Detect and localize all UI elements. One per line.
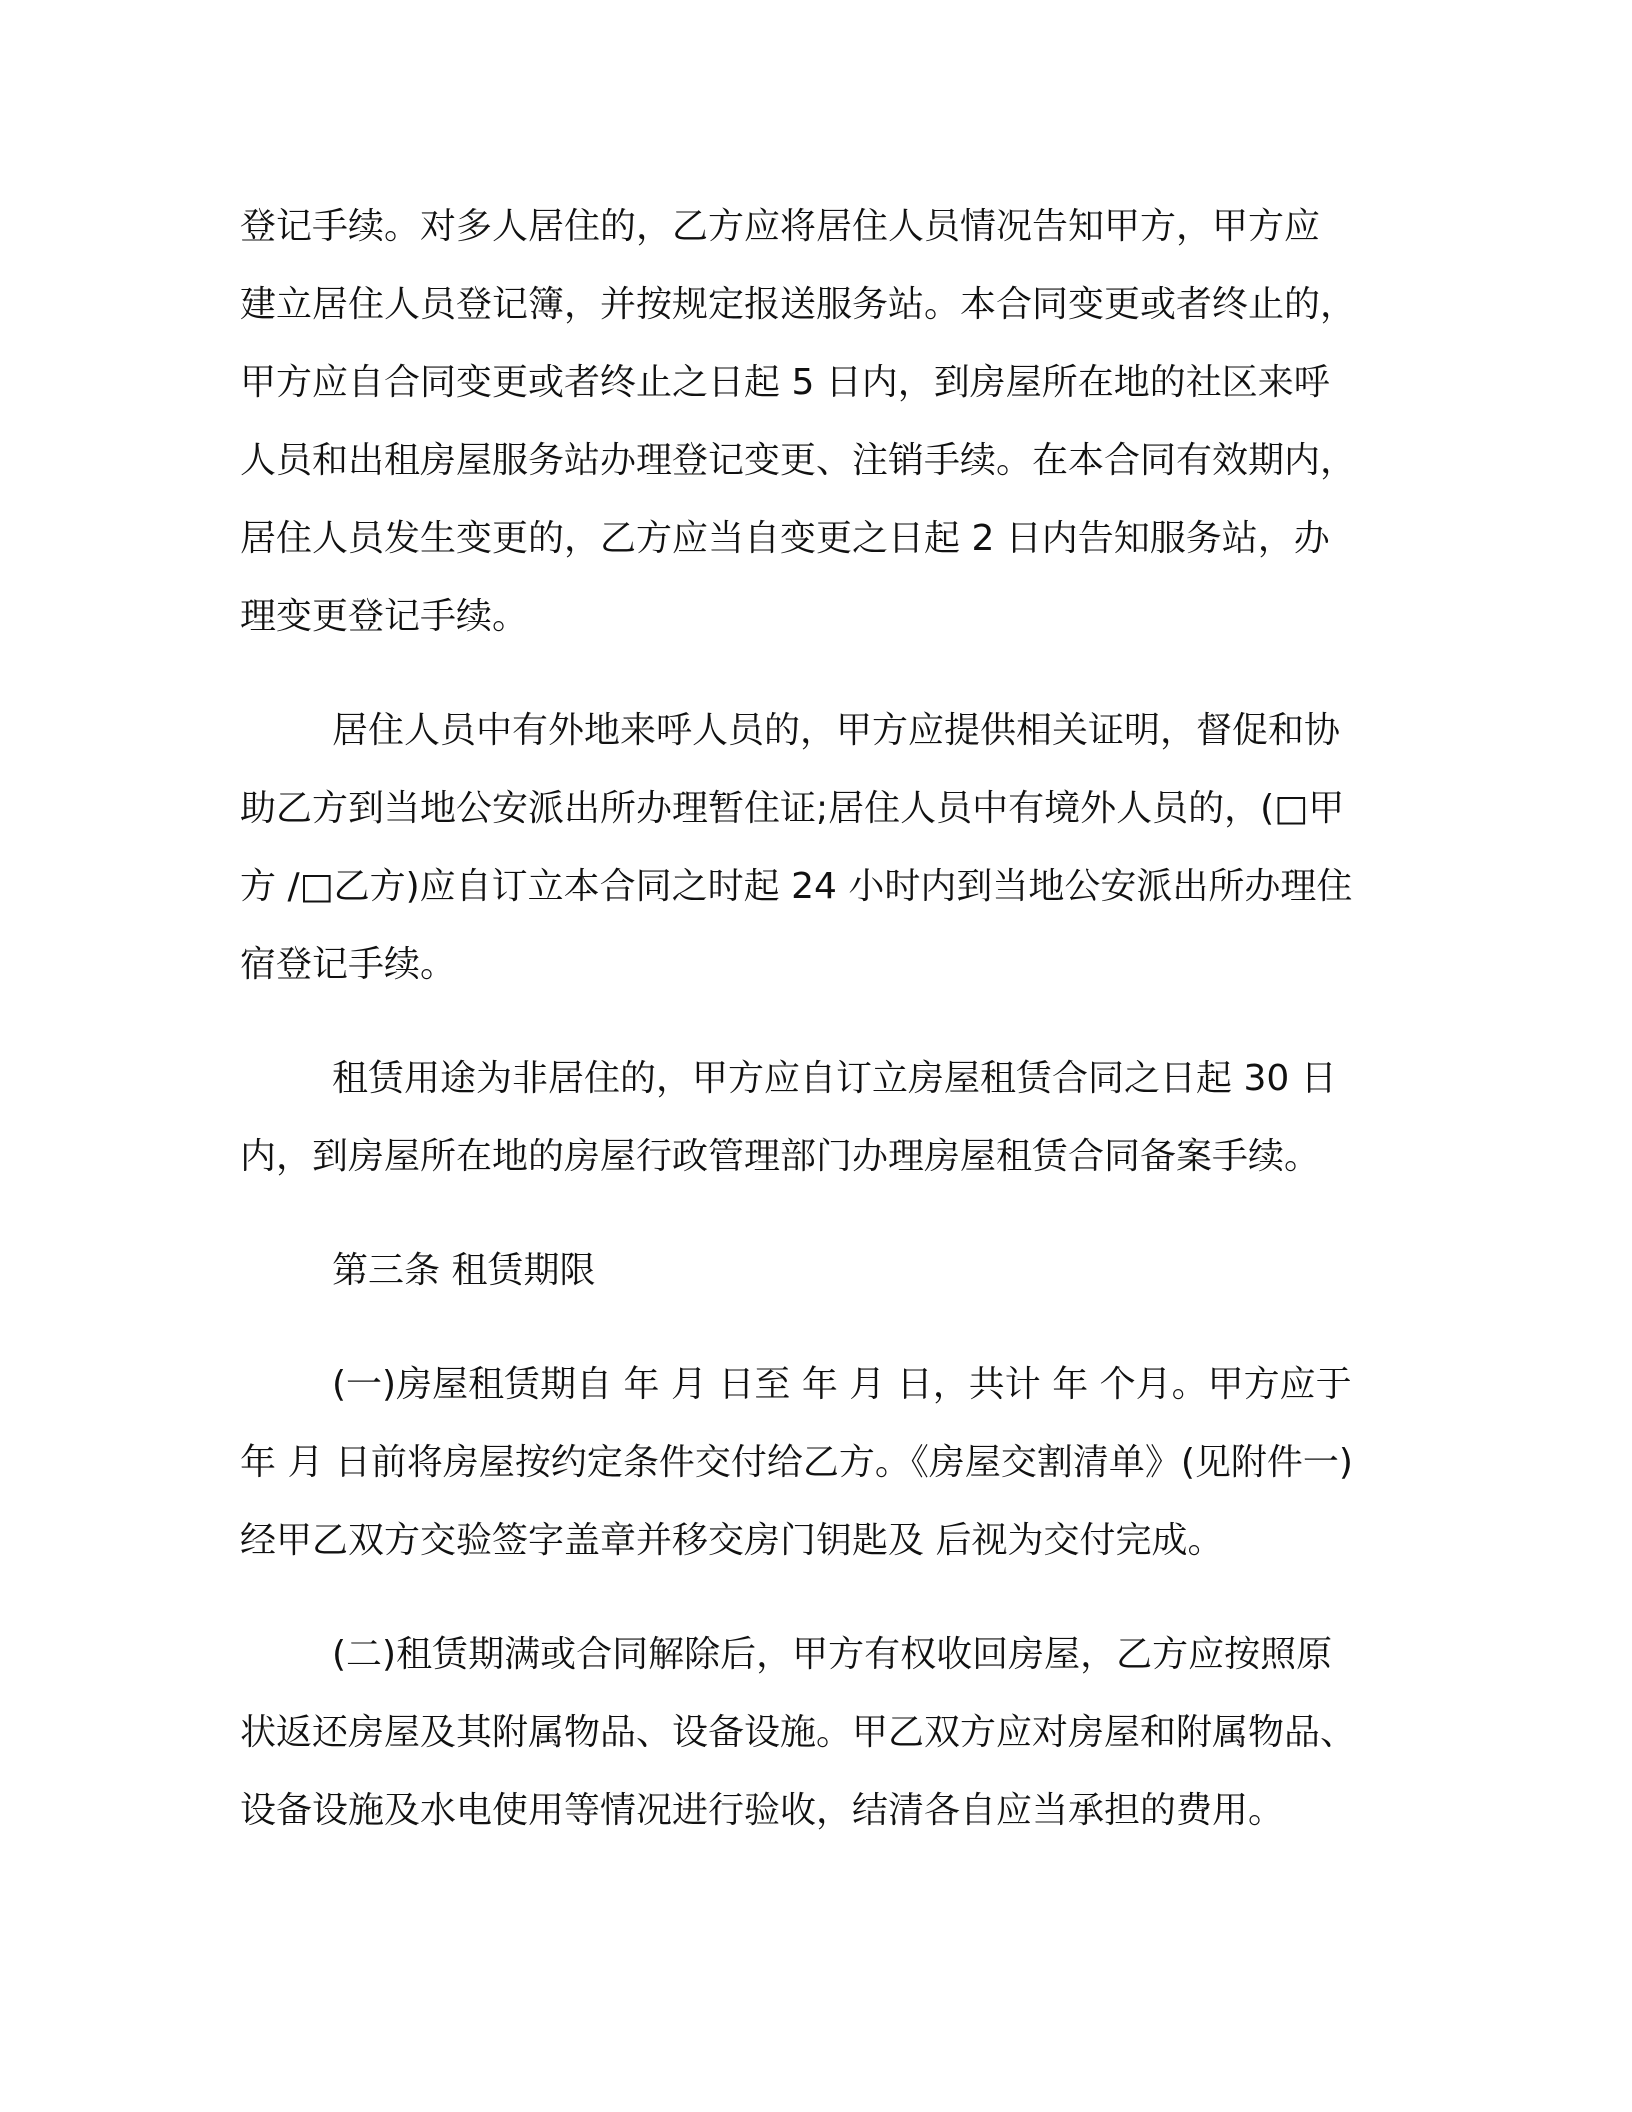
paragraph-lease-term	[240, 1346, 1410, 1580]
paragraph-spacer	[240, 656, 1410, 692]
text-line: 经甲乙双方交验签字盖章并移交房门钥匙及 后视为交付完成。	[240, 1520, 1224, 1561]
text-line: 建立居住人员登记簿，并按规定报送服务站。本合同变更或者终止的，	[240, 284, 1357, 325]
paragraph-lease-expiry	[240, 1616, 1410, 1850]
text-line: 方 /□乙方)应自订立本合同之时起 24 小时内到当地公安派出所办理住	[240, 866, 1353, 907]
text-line: 状返还房屋及其附属物品、设备设施。甲乙双方应对房屋和附属物品、	[240, 1712, 1357, 1753]
text-line: 居住人员发生变更的，乙方应当自变更之日起 2 日内告知服务站，办	[240, 518, 1330, 559]
text-line: 宿登记手续。	[240, 944, 457, 985]
paragraph-non-residential-use	[240, 1040, 1410, 1196]
section-heading: 第三条 租赁期限	[332, 1250, 596, 1291]
text-line: 设备设施及水电使用等情况进行验收，结清各自应当承担的费用。	[240, 1790, 1285, 1831]
text-line: (二)租赁期满或合同解除后，甲方有权收回房屋，乙方应按照原	[332, 1634, 1333, 1675]
text-line: 年 月 日前将房屋按约定条件交付给乙方。《房屋交割清单》(见附件一)	[240, 1442, 1353, 1483]
paragraph-spacer	[240, 1580, 1410, 1616]
text-line: 居住人员中有外地来呼人员的，甲方应提供相关证明，督促和协	[332, 710, 1341, 751]
text-line: 登记手续。对多人居住的，乙方应将居住人员情况告知甲方，甲方应	[240, 206, 1321, 247]
text-line: 租赁用途为非居住的，甲方应自订立房屋租赁合同之日起 30 日	[332, 1058, 1337, 1099]
text-line: 助乙方到当地公安派出所办理暂住证;居住人员中有境外人员的，(□甲	[240, 788, 1345, 829]
document-body	[240, 188, 1410, 1850]
paragraph-spacer	[240, 1196, 1410, 1232]
text-line: 人员和出租房屋服务站办理登记变更、注销手续。在本合同有效期内，	[240, 440, 1357, 481]
paragraph-registration-continued	[240, 188, 1410, 656]
paragraph-spacer	[240, 1004, 1410, 1040]
paragraph-nonlocal-residents	[240, 692, 1410, 1004]
text-line: 理变更登记手续。	[240, 596, 529, 637]
text-line: 甲方应自合同变更或者终止之日起 5 日内，到房屋所在地的社区来呼	[240, 362, 1330, 403]
text-line: 内，到房屋所在地的房屋行政管理部门办理房屋租赁合同备案手续。	[240, 1136, 1321, 1177]
paragraph-spacer	[240, 1310, 1410, 1346]
text-line: (一)房屋租赁期自 年 月 日至 年 月 日，共计 年 个月。甲方应于	[332, 1364, 1352, 1405]
